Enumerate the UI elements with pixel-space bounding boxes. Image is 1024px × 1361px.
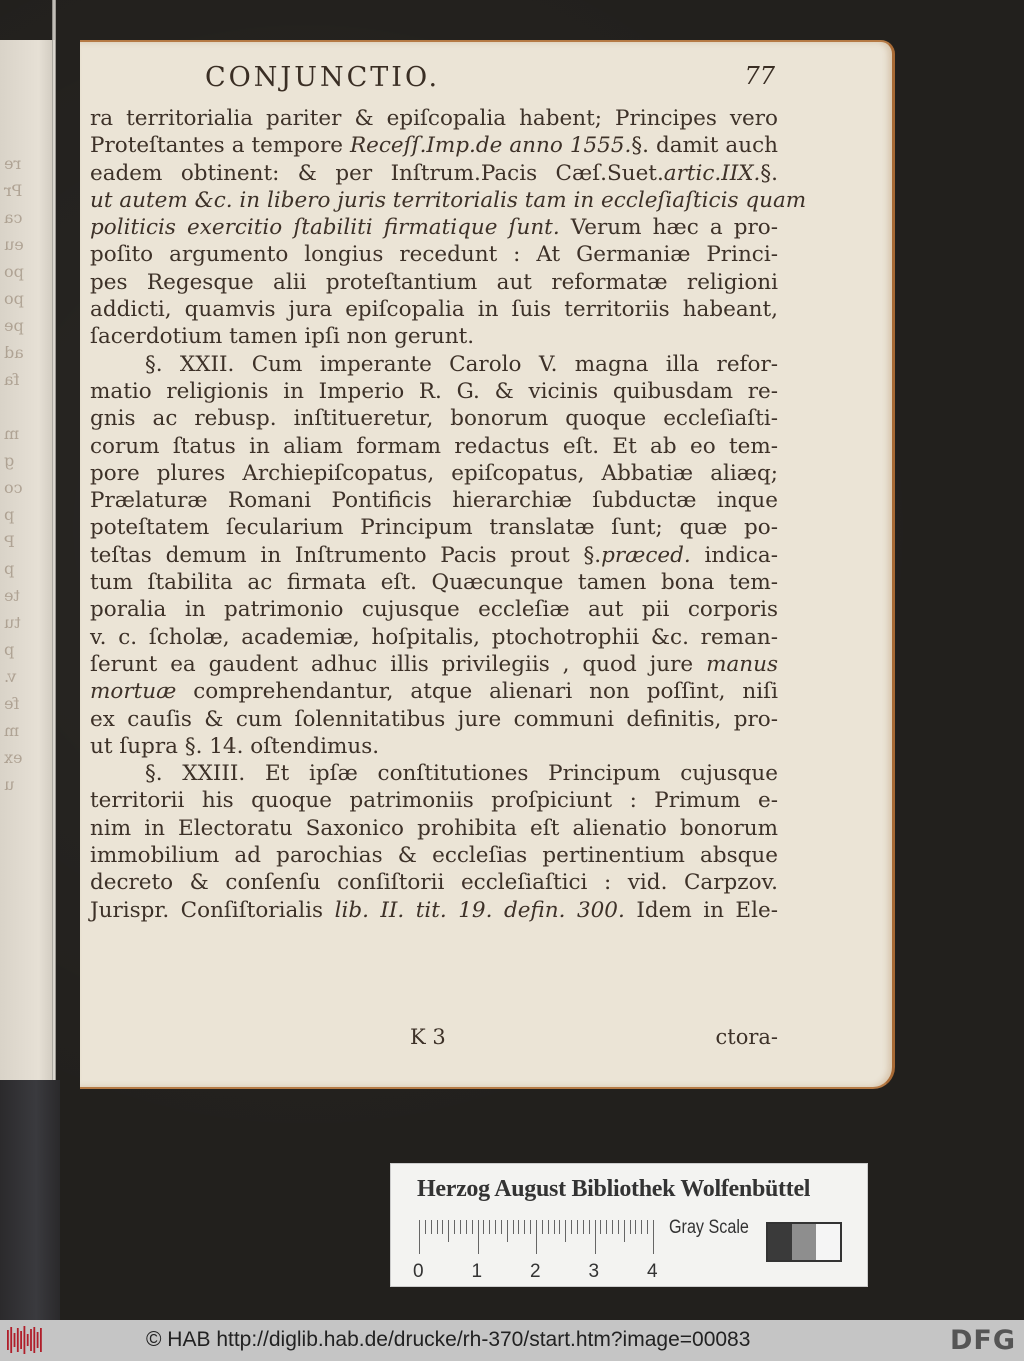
text-line	[90, 487, 778, 514]
ruler-tick	[595, 1220, 596, 1254]
ruler-tick	[559, 1220, 560, 1234]
text-run: §. damit auch	[631, 133, 778, 159]
bleed-through-text: po	[4, 289, 24, 308]
ruler-tick	[437, 1220, 438, 1234]
gray-scale-swatches	[766, 1222, 842, 1262]
previous-page-edge	[0, 40, 55, 1080]
bleed-through-text: p	[4, 559, 15, 578]
ruler-label: 3	[588, 1261, 600, 1282]
italic-run: artic.IIX.	[663, 160, 761, 186]
page-footer-line	[90, 1025, 778, 1055]
ruler-tick	[542, 1220, 543, 1234]
text-line	[90, 405, 778, 432]
ruler-tick	[442, 1220, 443, 1234]
text-line	[90, 514, 778, 541]
bleed-through-text: te	[4, 586, 20, 605]
text-run: pes Regesque alii proteſtantium aut reformatæ religioni	[90, 269, 778, 295]
text-line	[90, 787, 778, 814]
text-run: territorii his quoque patrimoniis proſpiciunt : Primum e-	[90, 788, 778, 814]
ruler-tick	[431, 1220, 432, 1234]
text-line	[90, 815, 778, 842]
ruler-tick	[612, 1220, 613, 1234]
ruler-tick	[472, 1220, 473, 1234]
bleed-through-text: P	[4, 532, 15, 551]
text-run: v. c. ſcholæ, academiæ, hoſpitalis, ptochotrophii &c. reman-	[90, 624, 778, 650]
bleed-through-text: p	[4, 505, 15, 524]
gray-swatch	[816, 1224, 840, 1260]
ruler-tick	[635, 1220, 636, 1234]
ruler-tick	[618, 1220, 619, 1234]
ruler-tick	[571, 1220, 572, 1234]
ruler-tick	[466, 1220, 467, 1234]
ruler-tick	[489, 1220, 490, 1234]
text-line	[90, 433, 778, 460]
library-label-card	[390, 1163, 868, 1287]
text-run: nim in Electoratu Saxonico prohibita eſt alienatio bonorum	[90, 815, 778, 841]
ruler-label: 0	[413, 1261, 424, 1282]
text-line	[90, 733, 778, 760]
text-run: matio religionis in Imperio R. G. & vicinis quibusdam re-	[90, 378, 778, 404]
text-run: teſtas demum in Inſtrumento Pacis prout §.	[90, 542, 602, 568]
ruler-tick	[583, 1220, 584, 1234]
italic-run: Receſſ.Imp.de anno 1555.	[349, 133, 632, 159]
hab-logo-icon	[5, 1326, 45, 1354]
running-head: CONJUNCTIO.	[205, 62, 441, 93]
ruler-tick	[554, 1220, 555, 1234]
ruler-tick	[483, 1220, 484, 1234]
bleed-through-text: ex	[4, 748, 23, 767]
text-run: immobilium ad parochias & eccleſias pertinentium absque	[90, 843, 778, 869]
dfg-logo-icon: DFG	[949, 1325, 1016, 1356]
text-run: §. XXIII. Et ipſæ conſtitutiones Principum cujusque	[145, 761, 778, 787]
text-line	[90, 241, 778, 268]
text-run: Jurispr. Conſiſtorialis	[90, 897, 335, 923]
ruler-tick	[425, 1220, 426, 1234]
text-line	[90, 269, 778, 296]
bleed-through-text: Pr	[4, 181, 23, 200]
italic-run: politicis exercitio ſtabiliti firmatique ſunt.	[90, 215, 560, 241]
ruler-tick	[419, 1220, 420, 1254]
bleed-through-text: ca	[4, 208, 23, 227]
text-line	[90, 160, 778, 187]
text-run: Prælaturæ Romani Pontificis hierarchiæ ſubductæ inque	[90, 488, 778, 514]
text-line	[90, 351, 778, 378]
text-run: Verum hæc a pro-	[559, 215, 778, 241]
ruler-tick	[478, 1220, 479, 1254]
page-header	[205, 62, 775, 96]
ruler-tick	[495, 1220, 496, 1234]
bleed-through-text: u	[4, 775, 15, 794]
text-line	[90, 132, 778, 159]
text-line	[90, 706, 778, 733]
text-run: pore plures Archiepiſcopatus, epiſcopatus, Abbatiæ aliæq;	[90, 460, 778, 486]
ruler-tick	[530, 1220, 531, 1234]
text-run: indica-	[690, 542, 778, 568]
text-line	[90, 624, 778, 651]
bleed-through-text: re	[4, 154, 22, 173]
ruler-tick	[630, 1220, 631, 1234]
text-run: ut ſupra §. 14. oſtendimus.	[90, 733, 380, 759]
bleed-through-text: pe	[4, 316, 24, 335]
text-run: eadem obtinent: & per Inſtrum.Pacis Cæſ.Suet.	[90, 160, 664, 186]
bleed-through-text: g	[4, 451, 15, 470]
ruler-tick	[501, 1220, 502, 1234]
ruler-tick	[577, 1220, 578, 1234]
ruler-tick	[448, 1220, 449, 1242]
text-run: tum ſtabilita ac firmata eſt. Quæcunque tamen bona tem-	[90, 570, 778, 596]
bleed-through-text: fe	[4, 694, 20, 713]
text-line	[90, 596, 778, 623]
bleed-through-text: co	[4, 478, 23, 497]
ruler-tick	[460, 1220, 461, 1234]
ruler-label: 1	[471, 1261, 483, 1282]
text-run: comprehendantur, atque alienari non poſſint, niſi	[176, 679, 778, 705]
text-line	[90, 651, 778, 678]
text-line	[90, 460, 778, 487]
italic-run: ut autem &c. in libero juris territorialis tam in eccleſiaſticis quam	[90, 187, 807, 213]
bleed-through-text: p	[4, 640, 15, 659]
bleed-through-text: v.	[4, 667, 17, 686]
text-run: ſerunt ea gaudent adhuc illis privilegiis , quod jure	[90, 651, 707, 677]
text-run: ſacerdotium tamen ipſi non gerunt.	[90, 324, 475, 350]
ruler-tick	[606, 1220, 607, 1234]
library-name: Herzog August Bibliothek Wolfenbüttel	[417, 1176, 811, 1202]
gray-swatch	[768, 1224, 792, 1260]
ruler-tick	[589, 1220, 590, 1234]
text-line	[90, 296, 778, 323]
ruler-tick	[600, 1220, 601, 1234]
ruler-tick	[565, 1220, 566, 1242]
ruler-tick	[624, 1220, 625, 1242]
ruler-tick	[647, 1220, 648, 1234]
catchword: ctora-	[715, 1025, 778, 1049]
text-run: Proteſtantes a tempore	[90, 133, 350, 159]
bleed-through-text: tu	[4, 613, 21, 632]
text-run: decreto & conſenſu conſiſtorii eccleſiaſtici : vid. Carpzov.	[90, 870, 778, 896]
text-line	[90, 323, 778, 350]
text-line	[90, 897, 778, 924]
italic-run: præced.	[601, 542, 691, 568]
text-run: gnis ac rebusp. inſtitueretur, bonorum quoque eccleſiaſti-	[90, 406, 778, 432]
text-line	[90, 869, 778, 896]
italic-run: manus	[706, 651, 778, 677]
text-run: ra territorialia pariter & epiſcopalia habent; Principes vero	[90, 106, 778, 131]
text-line	[90, 678, 778, 705]
text-run: Idem in Ele-	[624, 897, 778, 923]
text-line	[90, 569, 778, 596]
text-run: poſito argumento longius recedunt : At Germaniæ Princi-	[90, 242, 778, 268]
signature-mark: K 3	[410, 1025, 446, 1049]
text-run: addicti, quamvis jura epiſcopalia in ſuis territoriis habeant,	[90, 297, 778, 323]
text-line	[90, 842, 778, 869]
bleed-through-text: m	[4, 424, 20, 443]
ruler-tick	[536, 1220, 537, 1254]
body-text	[90, 105, 807, 924]
gray-swatch	[792, 1224, 816, 1260]
text-run: §.	[760, 160, 778, 186]
page-number: 77	[744, 62, 775, 90]
bleed-through-text: fa	[4, 370, 20, 389]
text-run: ex cauſis & cum ſolennitatibus jure communi definitis, pro-	[90, 706, 778, 732]
glass-shadow	[0, 1080, 60, 1320]
footer-bar	[0, 1320, 1024, 1361]
ruler-tick	[653, 1220, 654, 1254]
bleed-through-text: m	[4, 721, 20, 740]
italic-run: mortuæ	[90, 679, 177, 705]
gray-scale-label: Gray Scale	[669, 1217, 749, 1238]
ruler-tick	[513, 1220, 514, 1234]
text-run: poteſtatem ſecularium Principum translatæ ſunt; quæ po-	[90, 515, 778, 541]
ruler-tick	[548, 1220, 549, 1234]
copyright-link[interactable]: © HAB http://diglib.hab.de/drucke/rh-370/start.htm?image=00083	[146, 1328, 751, 1351]
text-run: §. XXII. Cum imperante Carolo V. magna illa refor-	[145, 351, 778, 377]
ruler-tick	[518, 1220, 519, 1234]
ruler-tick	[641, 1220, 642, 1234]
text-line	[90, 214, 778, 241]
bleed-through-text: po	[4, 262, 24, 281]
bleed-through-text: eu	[4, 235, 24, 254]
ruler-tick	[524, 1220, 525, 1234]
text-line	[90, 105, 778, 132]
text-line	[90, 760, 778, 787]
ruler-tick	[454, 1220, 455, 1234]
italic-run: lib. II. tit. 19. defin. 300.	[334, 897, 625, 923]
text-run: corum ſtatus in aliam formam redactus eſt. Et ab eo tem-	[90, 433, 778, 459]
ruler-tick	[507, 1220, 508, 1242]
bleed-through-text: ad	[4, 343, 24, 362]
ruler-label: 4	[647, 1261, 658, 1282]
text-line	[90, 378, 778, 405]
ruler-label: 2	[530, 1261, 541, 1282]
ruler-scale	[419, 1220, 653, 1256]
text-line	[90, 542, 778, 569]
text-line	[90, 187, 807, 214]
text-run: poralia in patrimonio cujusque eccleſiæ aut pii corporis	[90, 597, 778, 623]
